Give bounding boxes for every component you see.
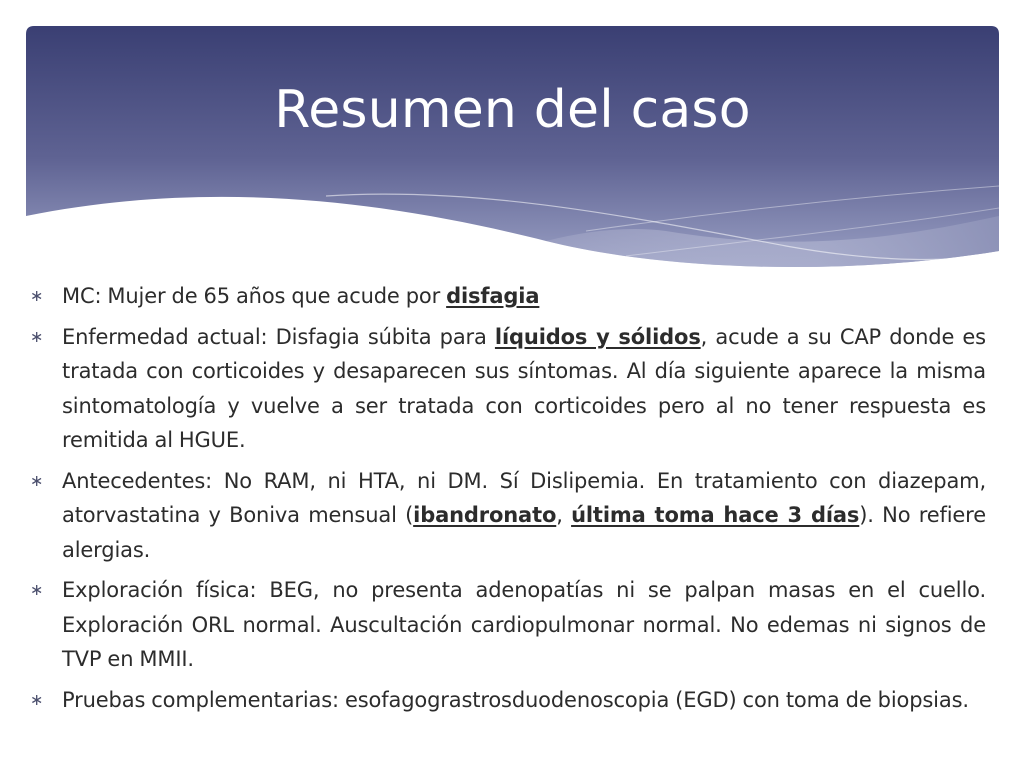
bullet-marker: ∗ <box>30 689 44 709</box>
slide-header-band <box>26 26 999 286</box>
bullet-item <box>30 683 986 718</box>
text-segment: Enfermedad actual: Disfagia súbita para <box>62 324 495 349</box>
bullet-item <box>30 464 986 568</box>
bullet-marker: ∗ <box>30 286 44 305</box>
bullet-text <box>62 573 986 677</box>
slide-content <box>30 279 986 723</box>
text-segment: ). No refiere alergias. <box>62 503 986 562</box>
emphasized-term: ibandronato <box>413 503 557 527</box>
text-segment: Exploración física: BEG, no presenta adenopatías ni se palpan masas en el cuello. Exploración ORL normal. Auscultación cardiopulmonar normal. No edemas ni signos de TVP en MMII. <box>62 578 986 671</box>
bullet-item <box>30 279 986 314</box>
text-segment: Pruebas complementarias: esofagograstrosduodenoscopia (EGD) con toma de biopsias. <box>62 687 969 712</box>
text-segment: , acude a su CAP donde es tratada con corticoides y desaparecen sus síntomas. Al día siguiente aparece la misma sintomatología y vuelve a ser tratada con corticoides pero al no tener respuesta es remitida al HGUE. <box>62 324 986 452</box>
bullet-text <box>62 464 986 568</box>
text-segment: MC: Mujer de 65 años que acude por <box>62 284 447 308</box>
bullet-item <box>30 573 986 677</box>
bullet-text <box>62 683 986 718</box>
text-segment: Antecedentes: No RAM, ni HTA, ni DM. Sí Dislipemia. En tratamiento con diazepam, atorvastatina y Boniva mensual ( <box>62 468 986 527</box>
bullet-text <box>62 320 986 458</box>
text-segment: , <box>556 503 572 527</box>
bullet-marker: ∗ <box>30 326 44 346</box>
emphasized-term: última toma hace 3 días <box>571 503 860 527</box>
emphasized-term: disfagia <box>446 284 540 308</box>
bullet-marker: ∗ <box>30 580 44 599</box>
header-wave-graphic <box>26 26 999 286</box>
bullet-marker: ∗ <box>30 470 44 490</box>
slide-title: Resumen del caso <box>274 80 751 140</box>
bullet-text <box>62 279 986 314</box>
emphasized-term: líquidos y sólidos <box>494 324 701 349</box>
bullet-item <box>30 320 986 458</box>
